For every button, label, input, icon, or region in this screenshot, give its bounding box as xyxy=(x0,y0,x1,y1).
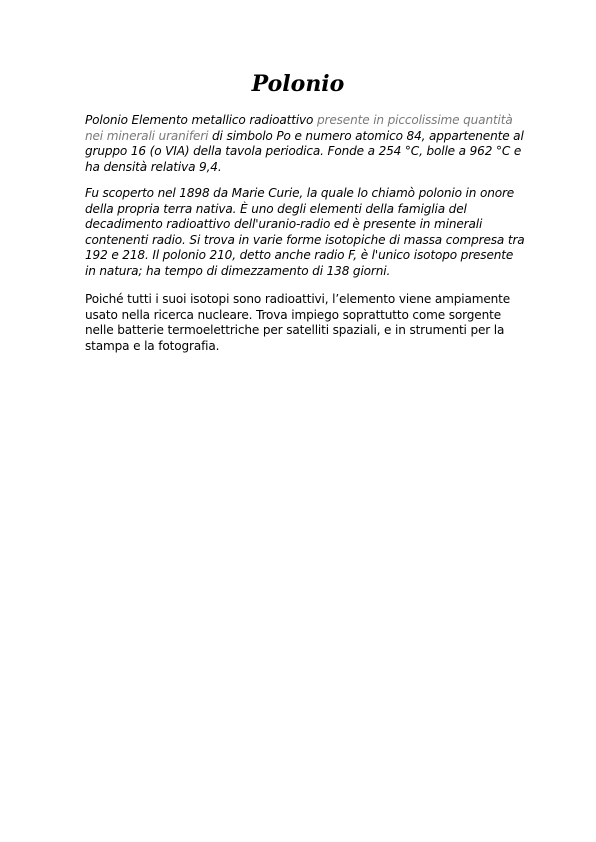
intro-tail-text: di simbolo Po e numero atomico 84, appartenente al gruppo 16 (o VIA) della tavola periodica. Fonde a 254 °C, bolle a 962 °C e ha densità relativa 9,4. xyxy=(85,128,524,174)
page-title: Polonio xyxy=(251,71,345,97)
intro-paragraph xyxy=(85,113,525,175)
intro-lead-text: Polonio Elemento metallico radioattivo xyxy=(85,113,318,127)
history-paragraph: Fu scoperto nel 1898 da Marie Curie, la quale lo chiamò polonio in onore della propria terra nativa. È uno degli elementi della famiglia del decadimento radioattivo dell'uranio-radio ed è presente in minerali contenenti radio. Si trova in varie forme isotopiche di massa compresa tra 192 e 218. Il polonio 210, detto anche radio F, è l'unico isotopo presente in natura; ha tempo di dimezzamento di 138 giorni. xyxy=(85,186,525,278)
intro-highlight-text: presente in piccolissime quantità nei minerali uraniferi xyxy=(85,113,513,143)
uses-paragraph: Poiché tutti i suoi isotopi sono radioattivi, l’elemento viene ampiamente usato nella ricerca nucleare. Trova impiego soprattutto come sorgente nelle batterie termoelettriche per satelliti spaziali, e in strumenti per la stampa e la fotografia. xyxy=(85,292,511,353)
